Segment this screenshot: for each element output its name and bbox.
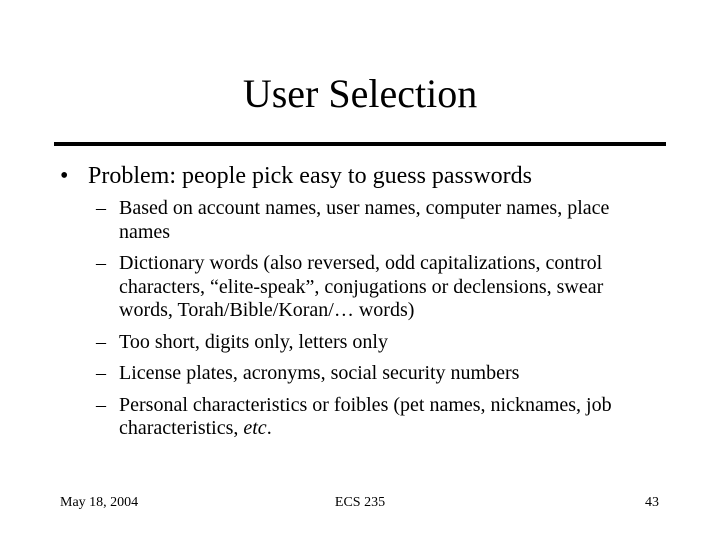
sub-bullet — [96, 362, 656, 386]
sub-bullet — [96, 197, 656, 244]
footer-page-number: 43 — [645, 495, 659, 510]
sub-bullet-text-end: . — [266, 417, 272, 439]
sub-bullet-text: Too short, digits only, letters only — [119, 330, 388, 353]
main-bullet-text: Problem: people pick easy to guess passwords — [88, 163, 532, 189]
sub-bullet-list — [96, 197, 656, 449]
title-divider — [54, 142, 666, 146]
sub-bullet — [96, 252, 656, 323]
bullet-marker: • — [60, 163, 69, 189]
sub-bullet-marker: – — [96, 362, 106, 384]
sub-bullet-text-main: Personal characteristics or foibles (pet names, nicknames, job characteristics, — [119, 393, 612, 439]
sub-bullet-marker: – — [96, 330, 106, 353]
sub-bullet-marker: – — [96, 393, 106, 416]
sub-bullet-marker: – — [96, 252, 106, 274]
sub-bullet-text: License plates, acronyms, social security numbers — [119, 362, 520, 384]
sub-bullet — [96, 394, 656, 441]
footer-date: May 18, 2004 — [60, 495, 139, 510]
sub-bullet-text: Based on account names, user names, computer names, place names — [119, 197, 610, 243]
sub-bullet-text-italic: etc — [243, 417, 267, 439]
sub-bullet — [96, 331, 656, 355]
slide-title: User Selection — [242, 71, 478, 116]
sub-bullet-marker: – — [96, 197, 106, 219]
sub-bullet-text — [119, 394, 656, 441]
sub-bullet-text: Dictionary words (also reversed, odd capitalizations, control characters, “elite-speak”, conjugations or declensions, swear words, Torah/Bible/Koran/… words) — [119, 252, 604, 321]
footer-course: ECS 235 — [334, 495, 386, 510]
